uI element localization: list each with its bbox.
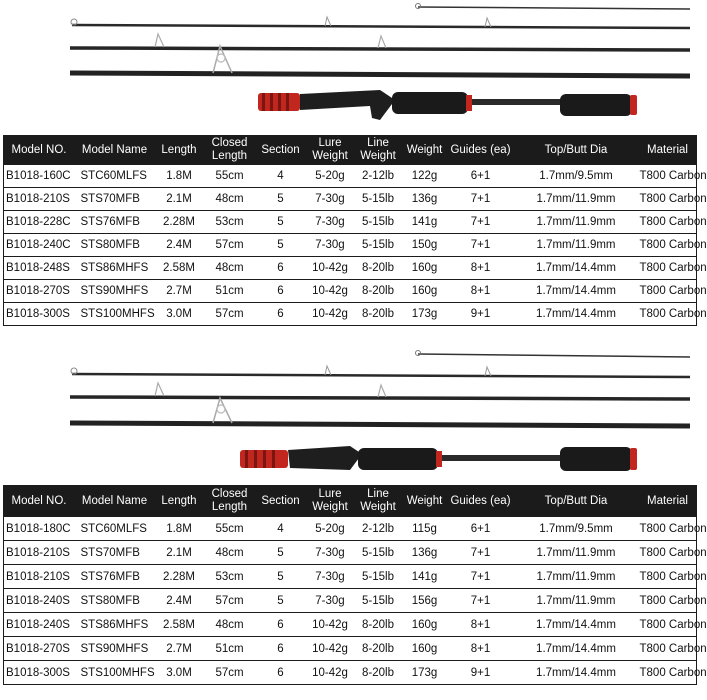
table-row xyxy=(4,211,697,234)
table-cell: 2.28M xyxy=(155,211,204,234)
table-cell: 8-20lb xyxy=(355,613,402,637)
table-row xyxy=(4,565,697,589)
table-cell: 2.4M xyxy=(155,234,204,257)
table-row xyxy=(4,637,697,661)
table-cell: 1.7mm/11.9mm xyxy=(514,234,639,257)
table-cell: STS70MFB xyxy=(75,188,155,211)
table-cell: 8+1 xyxy=(448,280,514,303)
column-header: Top/Butt Dia xyxy=(514,136,639,165)
table-row xyxy=(4,661,697,685)
table-cell: B1018-210S xyxy=(4,541,75,565)
table-row xyxy=(4,517,697,541)
table-cell: STS80MFB xyxy=(75,234,155,257)
table-cell: 53cm xyxy=(204,565,256,589)
table-cell: 6+1 xyxy=(448,165,514,188)
table-cell: 6 xyxy=(256,613,306,637)
table-cell: T800 Carbon xyxy=(639,637,697,661)
table-cell: 1.7mm/14.4mm xyxy=(514,303,639,326)
table-cell: 2.58M xyxy=(155,613,204,637)
column-header: Closed Length xyxy=(204,136,256,165)
table-cell: 8+1 xyxy=(448,613,514,637)
table-cell: STC60MLFS xyxy=(75,517,155,541)
table-cell: 156g xyxy=(402,589,448,613)
table-cell: 6 xyxy=(256,637,306,661)
column-header: Material xyxy=(639,486,697,517)
table-cell: 7-30g xyxy=(306,188,355,211)
table-cell: B1018-210S xyxy=(4,188,75,211)
table-cell: 160g xyxy=(402,613,448,637)
table-cell: STS86MHFS xyxy=(75,257,155,280)
table-cell: 1.7mm/14.4mm xyxy=(514,661,639,685)
column-header: Section xyxy=(256,486,306,517)
table-cell: B1018-300S xyxy=(4,303,75,326)
table-cell: STS90MHFS xyxy=(75,280,155,303)
table-cell: B1018-240S xyxy=(4,613,75,637)
column-header: Material xyxy=(639,136,697,165)
column-header: Line Weight xyxy=(355,486,402,517)
table-cell: 8+1 xyxy=(448,257,514,280)
table-row xyxy=(4,541,697,565)
table-cell: 57cm xyxy=(204,303,256,326)
table-cell: 10-42g xyxy=(306,613,355,637)
table-cell: 8-20lb xyxy=(355,637,402,661)
table-row xyxy=(4,613,697,637)
table-row xyxy=(4,303,697,326)
table-cell: 8-20lb xyxy=(355,257,402,280)
table-cell: 51cm xyxy=(204,280,256,303)
table-cell: 5-15lb xyxy=(355,234,402,257)
table-cell: 7+1 xyxy=(448,211,514,234)
table-cell: 136g xyxy=(402,541,448,565)
table-cell: B1018-210S xyxy=(4,565,75,589)
table-cell: 2-12lb xyxy=(355,517,402,541)
table-cell: 5 xyxy=(256,541,306,565)
table-cell: 1.7mm/11.9mm xyxy=(514,541,639,565)
table-cell: 10-42g xyxy=(306,661,355,685)
table-cell: B1018-300S xyxy=(4,661,75,685)
table-cell: 6 xyxy=(256,257,306,280)
table-cell: 57cm xyxy=(204,661,256,685)
table-cell: 2.1M xyxy=(155,541,204,565)
table-cell: T800 Carbon xyxy=(639,165,697,188)
table-cell: 48cm xyxy=(204,541,256,565)
table-cell: 57cm xyxy=(204,589,256,613)
table-cell: 1.8M xyxy=(155,165,204,188)
table-cell: 8-20lb xyxy=(355,661,402,685)
table-cell: T800 Carbon xyxy=(639,188,697,211)
table-cell: 1.7mm/14.4mm xyxy=(514,613,639,637)
table-row xyxy=(4,589,697,613)
table-cell: 6 xyxy=(256,303,306,326)
table-cell: B1018-248S xyxy=(4,257,75,280)
table-cell: 9+1 xyxy=(448,303,514,326)
table-cell: B1018-240S xyxy=(4,589,75,613)
table-cell: B1018-228C xyxy=(4,211,75,234)
table-cell: T800 Carbon xyxy=(639,541,697,565)
table-cell: 7-30g xyxy=(306,211,355,234)
table-cell: 5 xyxy=(256,589,306,613)
table-cell: B1018-160C xyxy=(4,165,75,188)
table-cell: 1.7mm/9.5mm xyxy=(514,517,639,541)
table-cell: 122g xyxy=(402,165,448,188)
table-cell: STS90MHFS xyxy=(75,637,155,661)
table-cell: 57cm xyxy=(204,234,256,257)
column-header: Lure Weight xyxy=(306,486,355,517)
column-header: Closed Length xyxy=(204,486,256,517)
table-row xyxy=(4,165,697,188)
table-cell: T800 Carbon xyxy=(639,589,697,613)
table-cell: T800 Carbon xyxy=(639,661,697,685)
table-cell: 2-12lb xyxy=(355,165,402,188)
table-cell: 7+1 xyxy=(448,188,514,211)
table-row xyxy=(4,188,697,211)
table-cell: 2.4M xyxy=(155,589,204,613)
table-cell: 2.7M xyxy=(155,637,204,661)
column-header: Section xyxy=(256,136,306,165)
table-cell: 55cm xyxy=(204,517,256,541)
table-cell: B1018-180C xyxy=(4,517,75,541)
table-cell: STS86MHFS xyxy=(75,613,155,637)
table-cell: 141g xyxy=(402,211,448,234)
table-cell: 1.7mm/14.4mm xyxy=(514,257,639,280)
column-header: Model NO. xyxy=(4,136,75,165)
table-cell: T800 Carbon xyxy=(639,565,697,589)
table-cell: 160g xyxy=(402,280,448,303)
table-cell: 2.28M xyxy=(155,565,204,589)
table-cell: 10-42g xyxy=(306,280,355,303)
table-cell: 5 xyxy=(256,234,306,257)
column-header: Top/Butt Dia xyxy=(514,486,639,517)
table-header-row xyxy=(4,136,697,165)
table-cell: 5-15lb xyxy=(355,589,402,613)
column-header: Guides (ea) xyxy=(448,136,514,165)
table-cell: 48cm xyxy=(204,613,256,637)
table-cell: T800 Carbon xyxy=(639,517,697,541)
column-header: Length xyxy=(155,486,204,517)
table-cell: 48cm xyxy=(204,188,256,211)
table-cell: 9+1 xyxy=(448,661,514,685)
table-cell: T800 Carbon xyxy=(639,257,697,280)
table-cell: STS76MFB xyxy=(75,565,155,589)
table-cell: 160g xyxy=(402,637,448,661)
table-cell: 5 xyxy=(256,188,306,211)
rod-image-bottom xyxy=(0,346,700,484)
table-cell: 7-30g xyxy=(306,589,355,613)
table-cell: STS80MFB xyxy=(75,589,155,613)
table-cell: 7-30g xyxy=(306,565,355,589)
table-cell: 136g xyxy=(402,188,448,211)
table-cell: 6+1 xyxy=(448,517,514,541)
table-cell: STS70MFB xyxy=(75,541,155,565)
table-cell: B1018-270S xyxy=(4,637,75,661)
table-cell: 51cm xyxy=(204,637,256,661)
table-row xyxy=(4,280,697,303)
table-cell: 10-42g xyxy=(306,303,355,326)
table-cell: 1.7mm/11.9mm xyxy=(514,565,639,589)
table-cell: 7+1 xyxy=(448,541,514,565)
table-cell: 173g xyxy=(402,303,448,326)
table-cell: 10-42g xyxy=(306,257,355,280)
table-cell: 1.7mm/14.4mm xyxy=(514,280,639,303)
table-cell: 7+1 xyxy=(448,589,514,613)
table-cell: T800 Carbon xyxy=(639,211,697,234)
spec-table-1 xyxy=(3,135,707,326)
table-cell: 1.8M xyxy=(155,517,204,541)
table-cell: 2.58M xyxy=(155,257,204,280)
table-cell: 8+1 xyxy=(448,637,514,661)
table-cell: T800 Carbon xyxy=(639,613,697,637)
table-cell: 8-20lb xyxy=(355,280,402,303)
table-cell: 5-15lb xyxy=(355,211,402,234)
column-header: Model Name xyxy=(75,136,155,165)
table-cell: 1.7mm/14.4mm xyxy=(514,637,639,661)
table-cell: 6 xyxy=(256,280,306,303)
table-header-row xyxy=(4,486,697,517)
table-row xyxy=(4,234,697,257)
column-header: Line Weight xyxy=(355,136,402,165)
column-header: Weight xyxy=(402,136,448,165)
table-cell: STS100MHFS xyxy=(75,303,155,326)
column-header: Guides (ea) xyxy=(448,486,514,517)
table-cell: 2.7M xyxy=(155,280,204,303)
column-header: Lure Weight xyxy=(306,136,355,165)
table-cell: 53cm xyxy=(204,211,256,234)
table-cell: 3.0M xyxy=(155,303,204,326)
table-cell: T800 Carbon xyxy=(639,280,697,303)
table-cell: 5 xyxy=(256,211,306,234)
table-cell: STC60MLFS xyxy=(75,165,155,188)
table-cell: STS100MHFS xyxy=(75,661,155,685)
spec-table-2 xyxy=(3,485,707,685)
table-cell: 1.7mm/11.9mm xyxy=(514,188,639,211)
table-cell: 10-42g xyxy=(306,637,355,661)
rod-image-top xyxy=(0,0,700,132)
table-cell: B1018-270S xyxy=(4,280,75,303)
column-header: Model Name xyxy=(75,486,155,517)
table-cell: 173g xyxy=(402,661,448,685)
table-cell: 5-20g xyxy=(306,165,355,188)
table-cell: 55cm xyxy=(204,165,256,188)
table-cell: 1.7mm/11.9mm xyxy=(514,589,639,613)
table-cell: 5-20g xyxy=(306,517,355,541)
table-cell: 5-15lb xyxy=(355,565,402,589)
table-cell: 2.1M xyxy=(155,188,204,211)
table-cell: 5-15lb xyxy=(355,541,402,565)
table-cell: 1.7mm/11.9mm xyxy=(514,211,639,234)
table-cell: 5 xyxy=(256,565,306,589)
column-header: Model NO. xyxy=(4,486,75,517)
table-row xyxy=(4,257,697,280)
table-cell: 8-20lb xyxy=(355,303,402,326)
table-cell: 7+1 xyxy=(448,565,514,589)
table-cell: STS76MFB xyxy=(75,211,155,234)
table-cell: 6 xyxy=(256,661,306,685)
table-cell: 4 xyxy=(256,517,306,541)
table-cell: 141g xyxy=(402,565,448,589)
column-header: Weight xyxy=(402,486,448,517)
table-cell: 7-30g xyxy=(306,234,355,257)
table-cell: 7-30g xyxy=(306,541,355,565)
table-cell: 1.7mm/9.5mm xyxy=(514,165,639,188)
table-cell: 150g xyxy=(402,234,448,257)
table-cell: B1018-240C xyxy=(4,234,75,257)
table-cell: 5-15lb xyxy=(355,188,402,211)
table-cell: 3.0M xyxy=(155,661,204,685)
table-cell: 160g xyxy=(402,257,448,280)
table-cell: 7+1 xyxy=(448,234,514,257)
table-cell: 115g xyxy=(402,517,448,541)
table-cell: 48cm xyxy=(204,257,256,280)
column-header: Length xyxy=(155,136,204,165)
table-cell: T800 Carbon xyxy=(639,234,697,257)
table-cell: 4 xyxy=(256,165,306,188)
table-cell: T800 Carbon xyxy=(639,303,697,326)
